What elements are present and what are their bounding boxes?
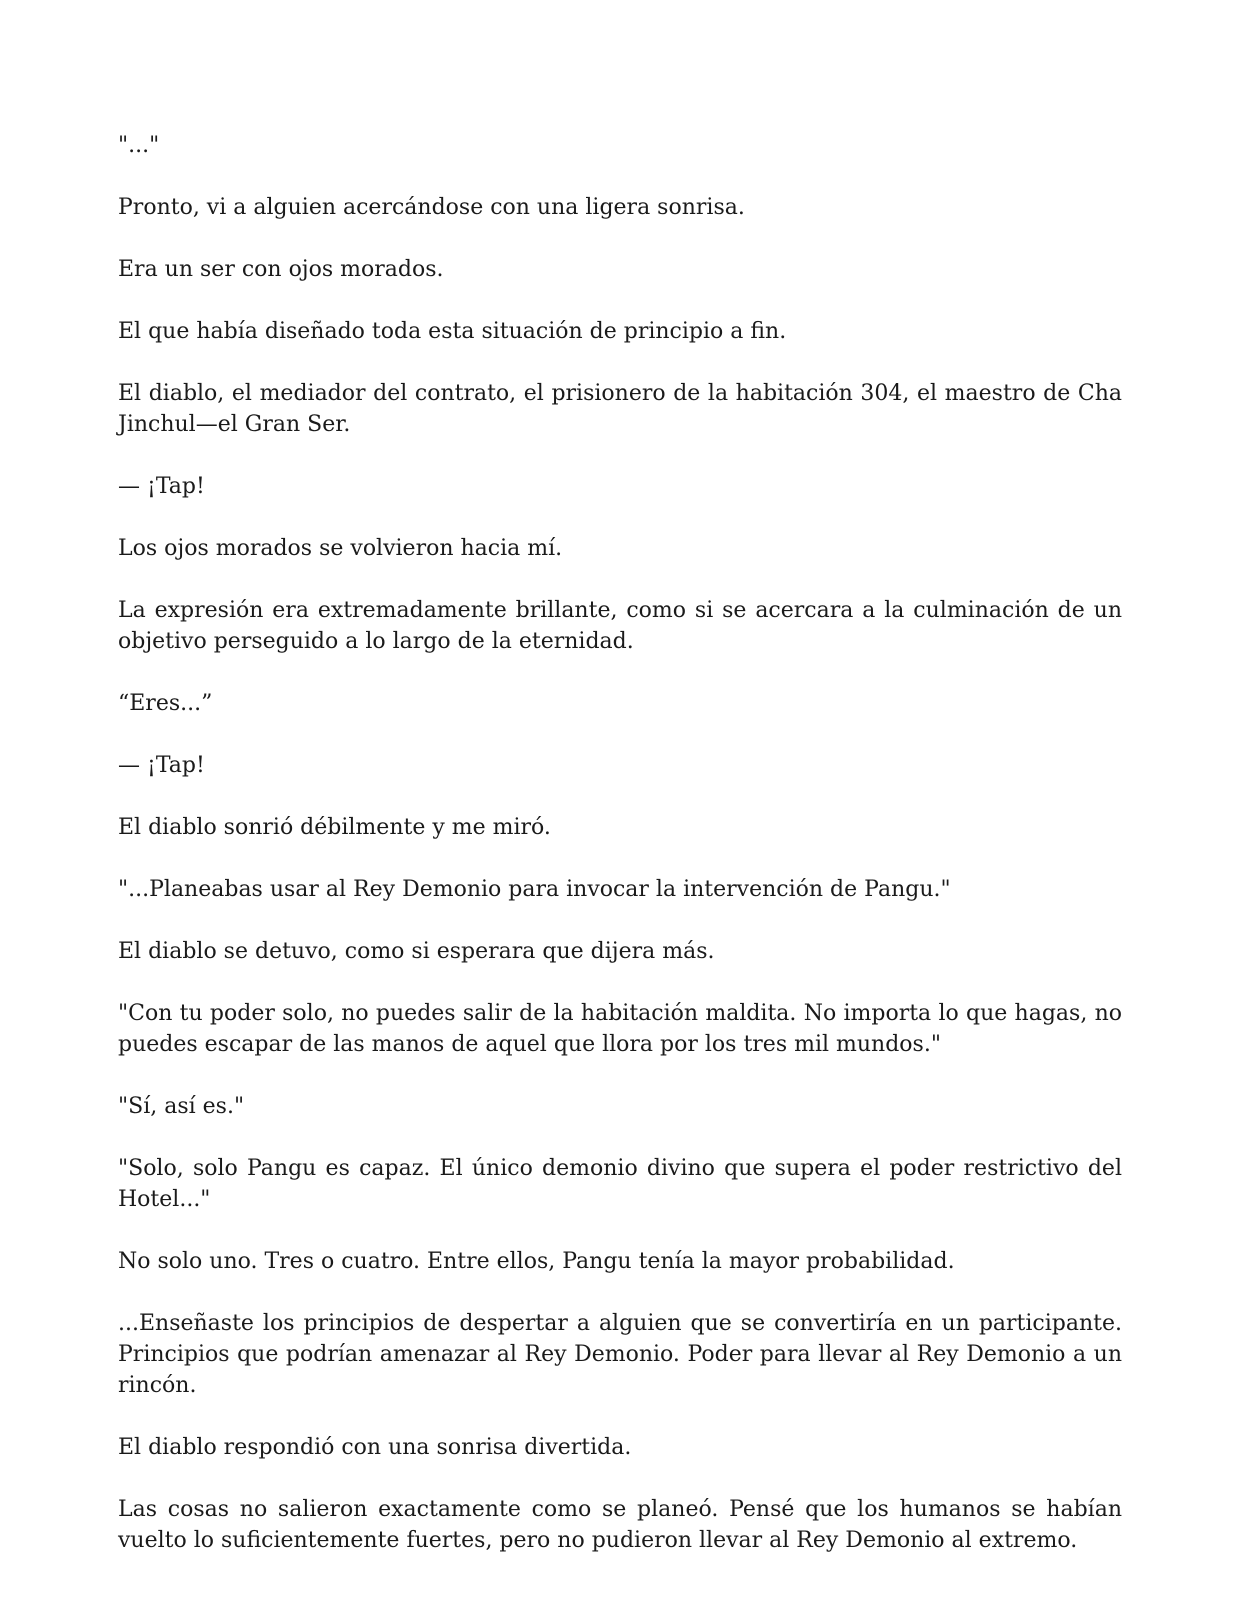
- paragraph: — ¡Tap!: [118, 474, 205, 499]
- text-column: [118, 130, 1122, 1587]
- paragraph: — ¡Tap!: [118, 753, 205, 778]
- paragraph: Las cosas no salieron exactamente como se planeó. Pensé que los humanos se habían vuelto lo suficientemente fuertes, pero no pudieron llevar al Rey Demonio al extremo.: [118, 1497, 1122, 1553]
- paragraph: Era un ser con ojos morados.: [118, 257, 444, 282]
- paragraph: "...Planeabas usar al Rey Demonio para invocar la intervención de Pangu.": [118, 877, 951, 902]
- paragraph: No solo uno. Tres o cuatro. Entre ellos, Pangu tenía la mayor probabilidad.: [118, 1249, 955, 1274]
- paragraph: "Solo, solo Pangu es capaz. El único demonio divino que supera el poder restrictivo del Hotel...": [118, 1156, 1122, 1212]
- paragraph: "...": [118, 133, 160, 158]
- paragraph: Los ojos morados se volvieron hacia mí.: [118, 536, 563, 561]
- paragraph: La expresión era extremadamente brillante, como si se acercara a la culminación de un objetivo perseguido a lo largo de la eternidad.: [118, 598, 1122, 654]
- paragraph: "Con tu poder solo, no puedes salir de la habitación maldita. No importa lo que hagas, no puedes escapar de las manos de aquel que llora por los tres mil mundos.": [118, 1001, 1122, 1057]
- paragraph: El que había diseñado toda esta situación de principio a fin.: [118, 319, 787, 344]
- paragraph: El diablo se detuvo, como si esperara que dijera más.: [118, 939, 715, 964]
- paragraph: El diablo sonrió débilmente y me miró.: [118, 815, 551, 840]
- paragraph: ...Enseñaste los principios de despertar a alguien que se convertiría en un participante. Principios que podrían amenazar al Rey Demonio. Poder para llevar al Rey Demonio a un rincón.: [118, 1311, 1122, 1398]
- paragraph: El diablo, el mediador del contrato, el prisionero de la habitación 304, el maestro de Cha Jinchul—el Gran Ser.: [118, 381, 1122, 437]
- paragraph: El diablo respondió con una sonrisa divertida.: [118, 1435, 632, 1460]
- paragraph: “Eres...”: [118, 691, 213, 716]
- paragraph: "Sí, así es.": [118, 1094, 245, 1119]
- paragraph: Pronto, vi a alguien acercándose con una ligera sonrisa.: [118, 195, 745, 220]
